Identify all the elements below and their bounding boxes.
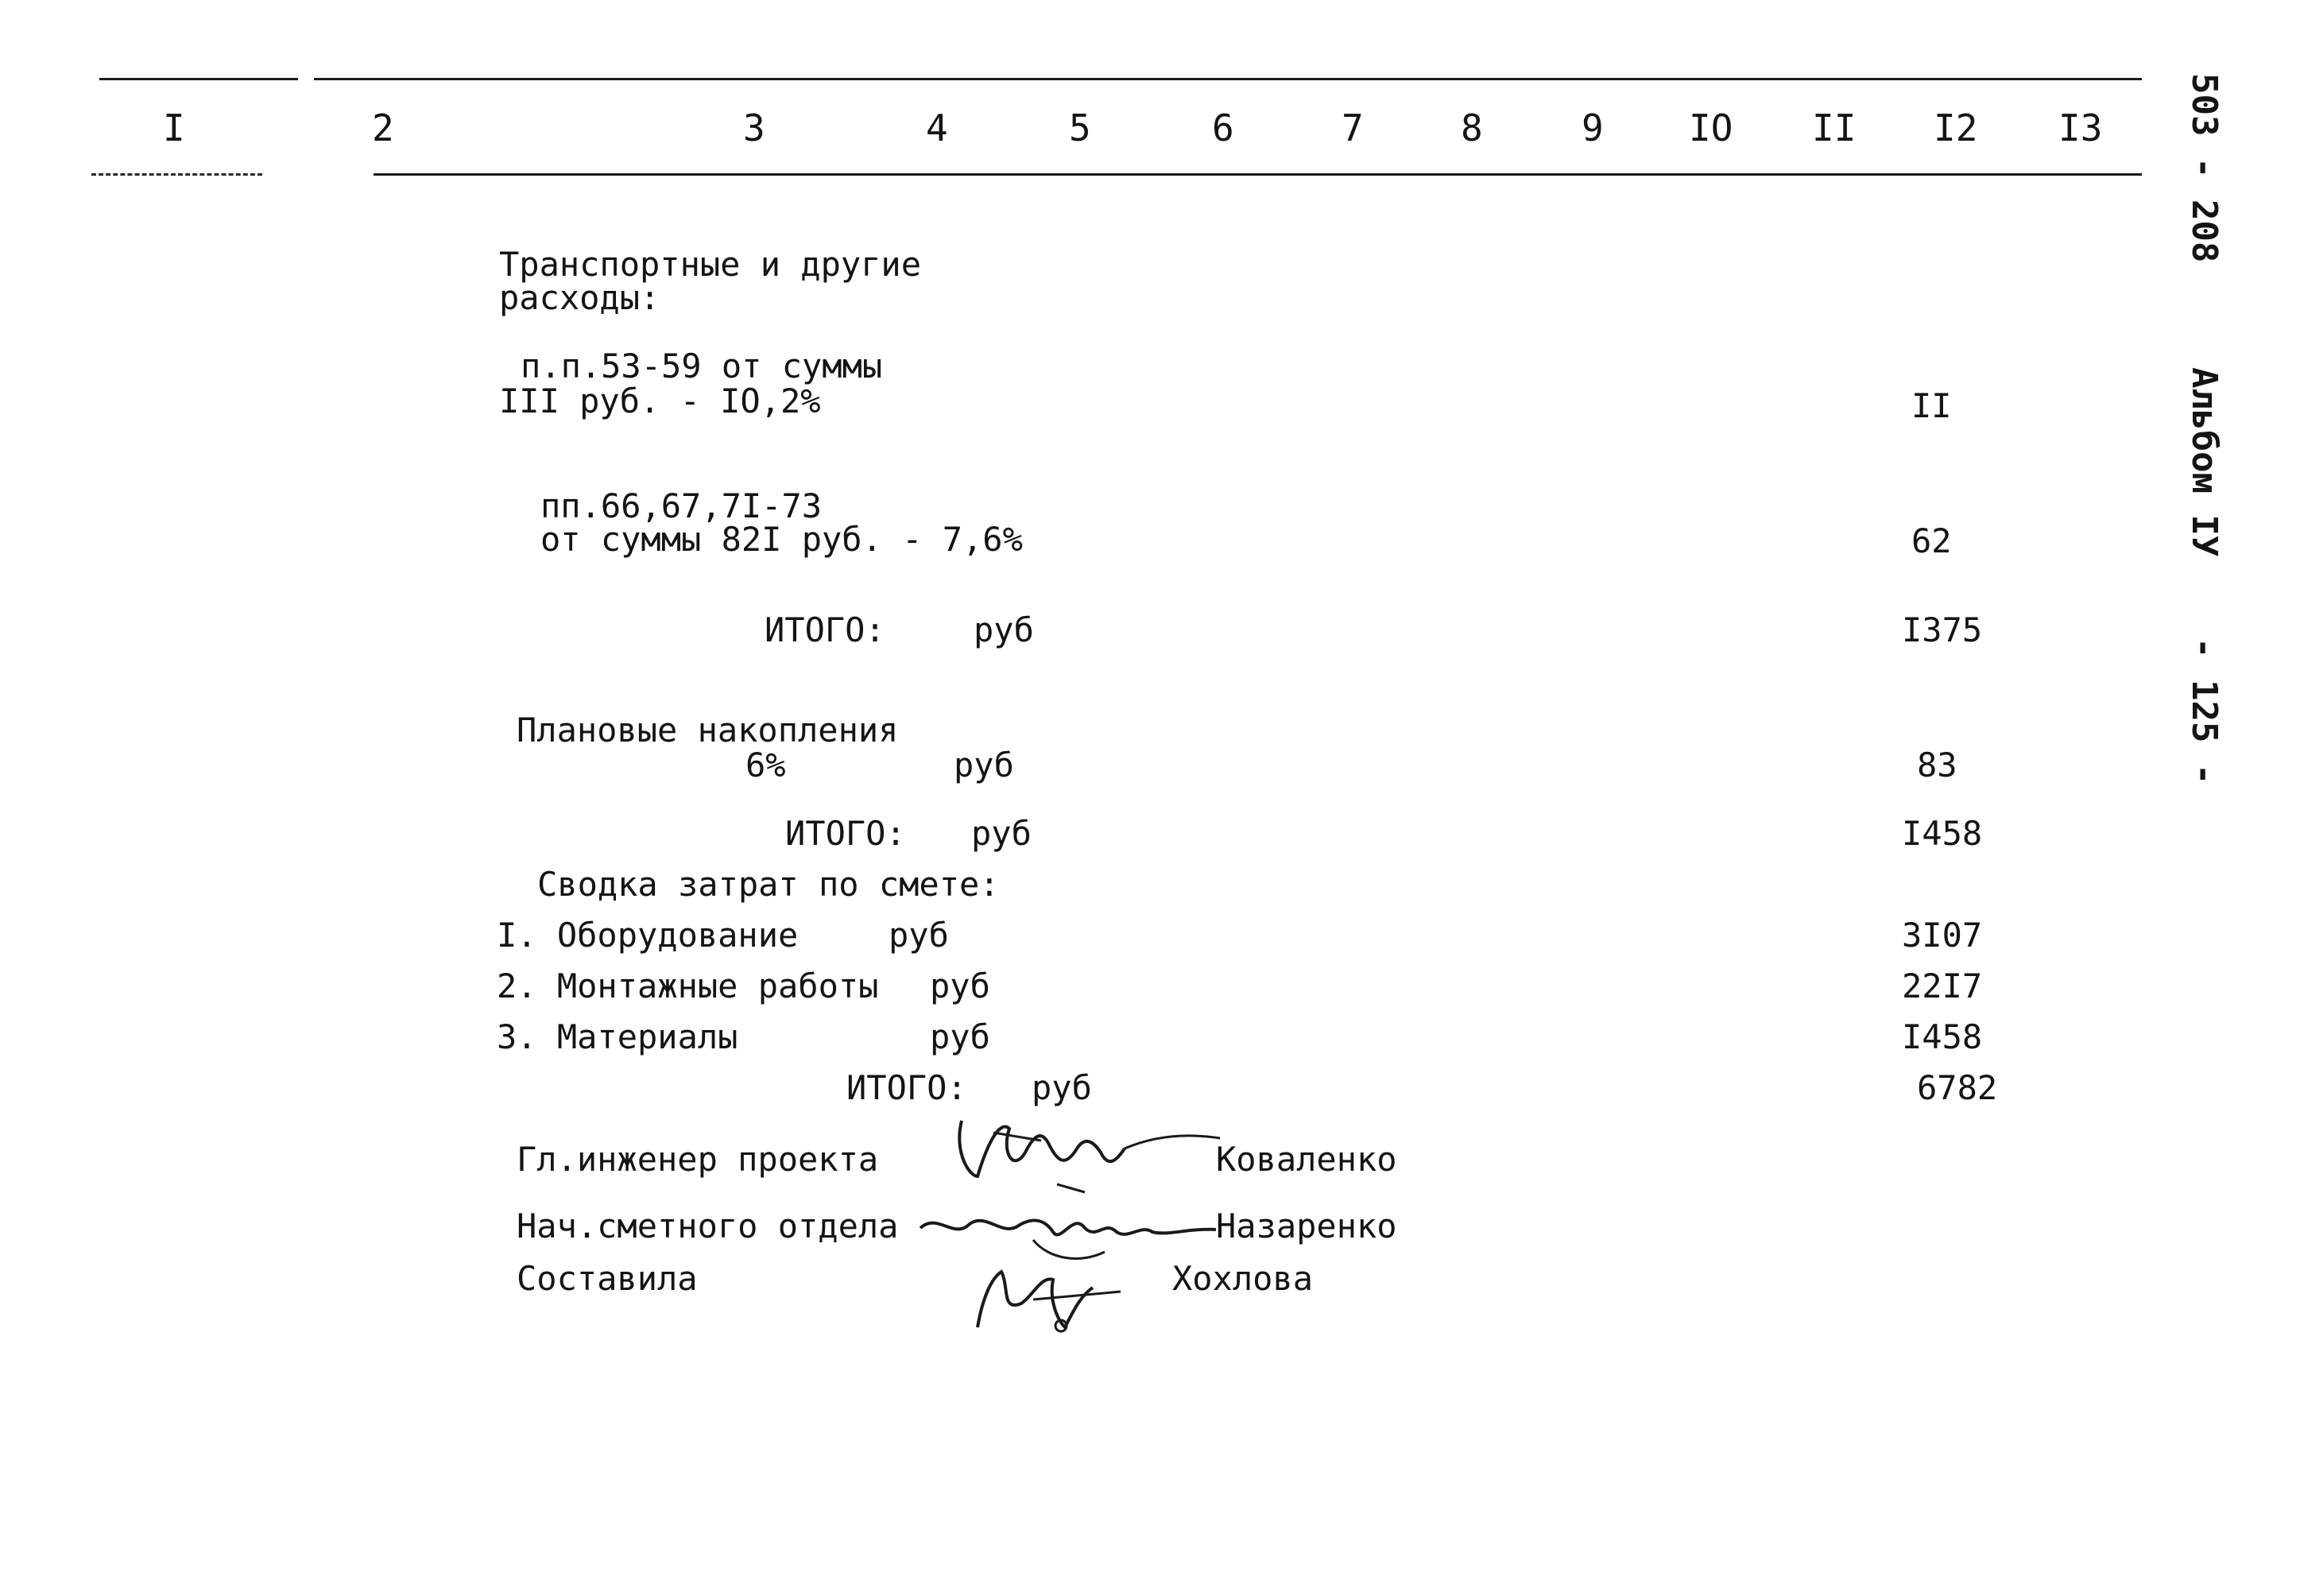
column-header-1: I bbox=[163, 107, 185, 149]
column-header-10: IO bbox=[1689, 107, 1733, 149]
transport-item1-value: II bbox=[1911, 386, 1952, 425]
signature-role-compiler: Составила bbox=[517, 1259, 698, 1298]
summary-item-label: 3. Материалы bbox=[497, 1017, 738, 1056]
signature-name-chief-engineer: Коваленко bbox=[1216, 1140, 1397, 1179]
signature-name-estimate-head: Назаренко bbox=[1216, 1207, 1397, 1245]
transport-heading-line2: расходы: bbox=[499, 278, 660, 317]
summary-item-label: 2. Монтажные работы bbox=[497, 967, 879, 1005]
column-header-5: 5 bbox=[1069, 107, 1091, 149]
signature-role-estimate-head: Нач.сметного отдела bbox=[517, 1207, 899, 1245]
column-header-8: 8 bbox=[1461, 107, 1483, 149]
signature-role-chief-engineer: Гл.инженер проекта bbox=[517, 1140, 879, 1179]
summary-item-unit: руб bbox=[889, 916, 949, 955]
header-top-rule bbox=[314, 78, 2142, 80]
signature-name-compiler: Хохлова bbox=[1172, 1259, 1314, 1298]
planned-value: 83 bbox=[1917, 746, 1957, 784]
total1-label: ИТОГО: bbox=[765, 610, 885, 649]
summary-item-value: I458 bbox=[1902, 1017, 1983, 1056]
total1-value: I375 bbox=[1902, 610, 1983, 649]
column-header-3: 3 bbox=[743, 107, 765, 149]
header-bottom-rule-left bbox=[91, 173, 262, 176]
transport-item2-line1: пп.66,67,7I-73 bbox=[540, 486, 823, 525]
column-header-13: I3 bbox=[2058, 107, 2103, 149]
total3-label: ИТОГО: bbox=[846, 1068, 967, 1107]
total3-value: 6782 bbox=[1917, 1068, 1998, 1107]
transport-item1-line2: III руб. - IO,2% bbox=[499, 382, 821, 420]
summary-item-unit: руб bbox=[930, 967, 990, 1005]
total2-label: ИТОГО: bbox=[785, 814, 906, 853]
side-label bbox=[2184, 73, 2224, 785]
header-bottom-rule bbox=[374, 173, 2142, 176]
header-top-rule-left bbox=[99, 78, 298, 80]
side-label-album: Альбом IУ bbox=[2184, 367, 2224, 557]
column-header-4: 4 bbox=[926, 107, 948, 149]
summary-item-value: 3I07 bbox=[1902, 916, 1983, 955]
transport-item1-line1: п.п.53-59 от суммы bbox=[521, 347, 883, 385]
summary-item-label: I. Оборудование bbox=[497, 916, 799, 955]
handwritten-signature-compiler bbox=[954, 1256, 1144, 1335]
handwritten-signature-chief-engineer bbox=[946, 1105, 1232, 1200]
total1-unit: руб bbox=[974, 610, 1034, 649]
summary-item-unit: руб bbox=[930, 1017, 990, 1056]
column-header-12: I2 bbox=[1934, 107, 1978, 149]
summary-heading: Сводка затрат по смете: bbox=[537, 865, 1000, 904]
planned-unit: руб bbox=[954, 746, 1014, 784]
planned-percent: 6% bbox=[745, 746, 786, 784]
column-header-9: 9 bbox=[1582, 107, 1604, 149]
column-header-2: 2 bbox=[372, 107, 394, 149]
total2-value: I458 bbox=[1902, 814, 1983, 853]
transport-heading-line1: Транспортные и другие bbox=[499, 245, 922, 284]
column-header-6: 6 bbox=[1212, 107, 1234, 149]
summary-item-value: 22I7 bbox=[1902, 967, 1983, 1005]
planned-label: Плановые накопления bbox=[517, 711, 899, 750]
total2-unit: руб bbox=[971, 814, 1032, 853]
transport-item2-value: 62 bbox=[1911, 521, 1952, 560]
transport-item2-line2: от суммы 82I руб. - 7,6% bbox=[540, 520, 1023, 559]
total3-unit: руб bbox=[1032, 1068, 1092, 1107]
side-label-page: - 125 - bbox=[2184, 637, 2224, 785]
column-header-7: 7 bbox=[1342, 107, 1364, 149]
column-header-11: II bbox=[1812, 107, 1857, 149]
side-label-code: 503 - 208 bbox=[2184, 73, 2224, 263]
